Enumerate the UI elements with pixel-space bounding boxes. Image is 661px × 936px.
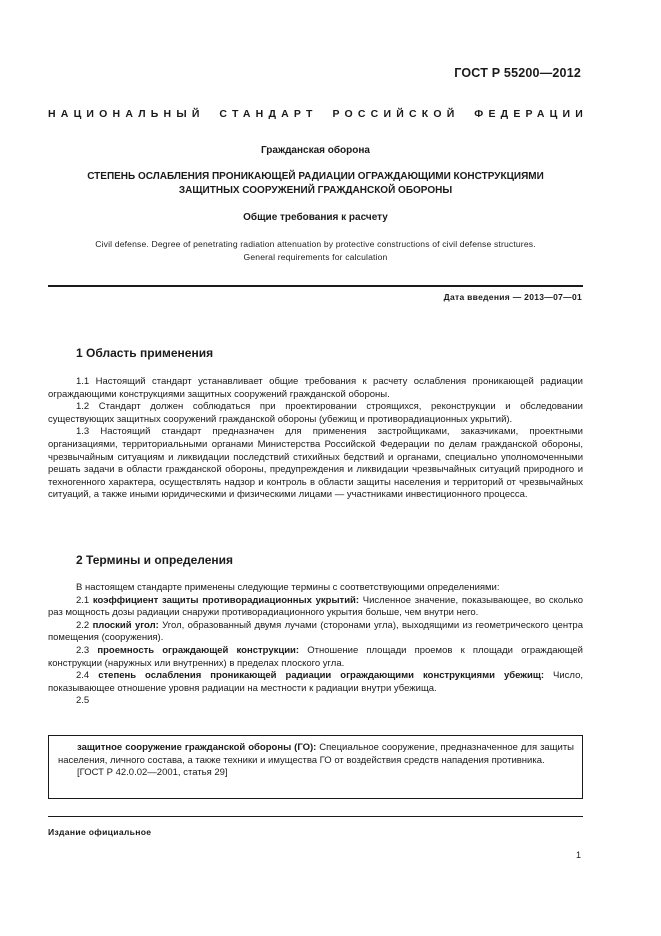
term-number: 2.4 bbox=[76, 670, 90, 682]
term-entry bbox=[48, 595, 583, 620]
term-entry bbox=[58, 742, 574, 767]
term-definition: Специальное сооружение, предназначенное для защиты населения, личного состава, а также техники и имущества ГО от воздействия средств нападения противника. bbox=[58, 742, 575, 766]
paragraph: В настоящем стандарте применены следующие термины с соответствующими определениями: bbox=[76, 582, 500, 593]
edition-label: Издание официальное bbox=[48, 827, 152, 837]
banner-word: ФЕДЕРАЦИИ bbox=[474, 108, 588, 120]
term-number: 2.3 bbox=[76, 644, 90, 656]
term-number: 2.1 bbox=[76, 594, 90, 606]
document-subtitle: Общие требования к расчету bbox=[243, 212, 388, 223]
banner-word: НАЦИОНАЛЬНЫЙ bbox=[48, 108, 205, 120]
term-definition: Число, показывающее отношение уровня радиации на местности к радиации внутри убежища. bbox=[48, 670, 583, 694]
term-name: коэффициент защиты противорадиационных укрытий: bbox=[92, 594, 360, 606]
section-2-heading: 2 Термины и определения bbox=[76, 553, 234, 567]
english-title-line: Civil defense. Degree of penetrating radiation attenuation by protective constructions of civil defense structures. bbox=[95, 239, 536, 249]
paragraph: 1.3 Настоящий стандарт предназначен для применения застройщиками, заказчиками, проектными организациями, территориальными органами Министерства Российской Федерации по делам гражданской обороны, чрезвычайным ситуациям и ликвидации последствий стихийных бедствий и органами, специально уполномоченными решать задачи в области гражданской обороны, предупреждения и ликвидации чрезвычайных ситуаций природного и техногенного характера, осуществлять надзор и контроль в области защиты населения и территорий от чрезвычайных ситуаций, а также иными юридическими и физическими лицами — участниками инвестиционного процесса. bbox=[48, 426, 583, 501]
paragraph: 1.2 Стандарт должен соблюдаться при проектировании строящихся, реконструкции и обследовании существующих защитных сооружений гражданской обороны (убежищ и противорадиационных укрытий). bbox=[48, 401, 583, 425]
banner-word: СТАНДАРТ bbox=[219, 108, 318, 120]
english-title bbox=[48, 238, 583, 263]
referenced-term-box bbox=[48, 735, 583, 799]
section-2-body bbox=[48, 582, 583, 708]
term-name: защитное сооружение гражданской обороны (ГО): bbox=[77, 742, 317, 753]
standard-banner bbox=[48, 108, 588, 120]
term-number-2-5: 2.5 bbox=[76, 695, 90, 707]
footer-divider bbox=[48, 816, 583, 817]
term-number: 2.2 bbox=[76, 619, 90, 631]
paragraph: 1.1 Настоящий стандарт устанавливает общие требования к расчету ослабления проникающей радиации ограждающими конструкциями защитных сооружений гражданской обороны. bbox=[48, 376, 583, 400]
section-1-heading: 1 Область применения bbox=[76, 346, 214, 360]
english-title-line: General requirements for calculation bbox=[243, 251, 388, 262]
document-title bbox=[48, 170, 583, 198]
section-1-body bbox=[48, 376, 583, 502]
term-definition: Угол, образованный двумя лучами (сторонами угла), выходящими из геометрического центра помещения (сооружения). bbox=[48, 619, 583, 644]
term-entry bbox=[48, 670, 583, 695]
term-name: плоский угол: bbox=[92, 619, 159, 631]
title-line: ЗАЩИТНЫХ СООРУЖЕНИЙ ГРАЖДАНСКОЙ ОБОРОНЫ bbox=[178, 185, 453, 196]
page-number: 1 bbox=[575, 850, 581, 860]
term-name: проемность ограждающей конструкции: bbox=[97, 644, 300, 656]
introduction-date: Дата введения — 2013—07—01 bbox=[443, 292, 582, 302]
term-name: степень ослабления проникающей радиации ограждающими конструкциями убежищ: bbox=[98, 670, 545, 682]
term-reference: [ГОСТ Р 42.0.02—2001, статья 29] bbox=[77, 767, 228, 779]
document-number: ГОСТ Р 55200—2012 bbox=[454, 66, 581, 80]
subject-heading: Гражданская оборона bbox=[261, 145, 370, 156]
term-definition: Отношение площади проемов к площади ограждающей конструкции (наружных или внутренних) в пределах плоского угла. bbox=[48, 644, 583, 669]
term-entry bbox=[48, 620, 583, 645]
divider bbox=[48, 285, 583, 287]
term-entry bbox=[48, 645, 583, 670]
banner-word: РОССИЙСКОЙ bbox=[332, 108, 460, 120]
title-line: СТЕПЕНЬ ОСЛАБЛЕНИЯ ПРОНИКАЮЩЕЙ РАДИАЦИИ ОГРАЖДАЮЩИМИ КОНСТРУКЦИЯМИ bbox=[87, 171, 544, 182]
term-definition: Численное значение, показывающее, во сколько раз мощность дозы радиации снаружи противорадиационного укрытия больше, чем внутри него. bbox=[48, 594, 583, 619]
